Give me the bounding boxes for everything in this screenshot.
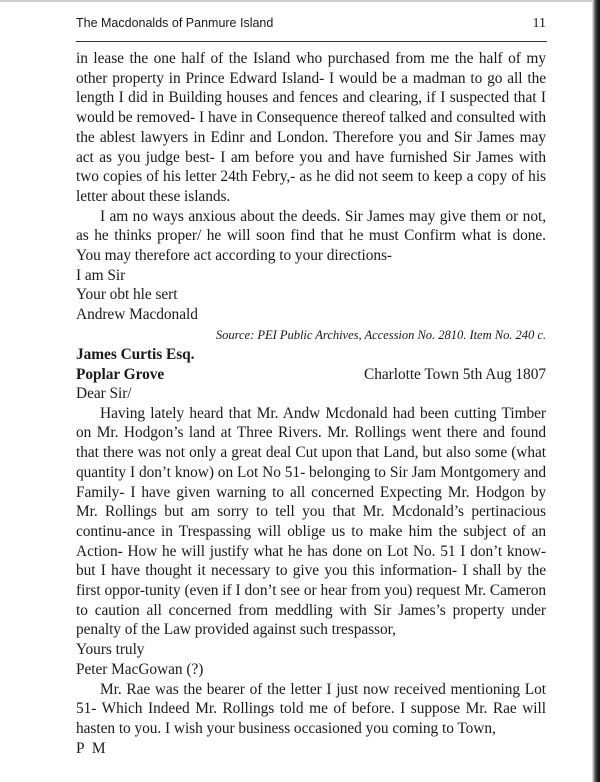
addressee-name: James Curtis Esq. (76, 346, 195, 363)
header-rule (76, 41, 547, 42)
letter-2 (76, 345, 546, 758)
letter-1-paragraph-1: in lease the one half of the Island who purchased from me the half of my other property in Prince Edward Island- I would be a madman to go all the length I did in Building houses and fences and clearing, if I suspected that I would be removed- I have in Consequence thereof talked and consulted with the ablest lawyers in Edinr and London. Therefore you and Sir James may act as you judge best- I am before you and have furnished Sir James with two copies of his letter 24th Febry,- as he did not seem to keep a copy of his letter about these islands. (76, 50, 546, 205)
letter-1-paragraph-2: I am no ways anxious about the deeds. Sir James may give them or not, as he thinks proper/ he will soon find that he must Confirm what is done. You may therefore act according to your directions- (76, 207, 546, 265)
letter-2-dateline: Charlotte Town 5th Aug 1807 (364, 365, 546, 383)
running-head-title: The Macdonalds of Panmure Island (76, 16, 274, 30)
page-number: 11 (532, 16, 546, 31)
addressee-place: Poplar Grove (76, 365, 165, 383)
letter-1-signature: Andrew Macdonald (76, 306, 198, 324)
page-top-edge (0, 0, 600, 2)
letter-1-closing-line-1: I am Sir (76, 266, 126, 284)
letter-1-source-citation: Source: PEI Public Archives, Accession No. 2810. Item No. 240 c. (215, 327, 546, 342)
letter-2-postscript: Mr. Rae was the bearer of the letter I just now received mentioning Lot 51- Which Indeed Mr. Rollings told me of before. I suppose Mr. Rae will hasten to you. I wish your business occasioned you coming to Town, (76, 680, 546, 737)
letter-2-signature: Peter MacGowan (?) (76, 660, 204, 678)
letter-2-initials: P M (76, 739, 108, 757)
letter-1-closing-line-2: Your obt hle sert (76, 286, 178, 304)
letter-2-paragraph-1: Having lately heard that Mr. Andw Mcdonald had been cutting Timber on Mr. Hodgon’s land at Three Rivers. Mr. Rollings went there and found that there was not only a great deal Cut upon that Land, but also some (what quantity I don’t know) on Lot No 51- belonging to Sir Jam Montgomery and Family- I have given warning to all concerned Expecting Mr. Hodgon by Mr. Rollings but am sorry to tell you that Mr. Mcdonald’s pertinacious continu-ance in Trespassing will oblige us to make him the subject of an Action- How he will justify what he has done on Lot No. 51 I don’t know- but I have thought it necessary to give you this information- I shall by the first oppor-tunity (even if I don’t see or hear from you) request Mr. Cameron to caution all concerned from meddling with Sir James’s property under penalty of the Law provided against such trespassor, (76, 404, 546, 639)
page-binding-shadow (592, 0, 600, 782)
letter-2-closing: Yours truly (76, 641, 145, 659)
letter-2-address-block (76, 345, 546, 384)
running-header (76, 16, 546, 34)
letter-2-salutation: Dear Sir/ (76, 385, 132, 402)
letter-1 (76, 49, 546, 344)
